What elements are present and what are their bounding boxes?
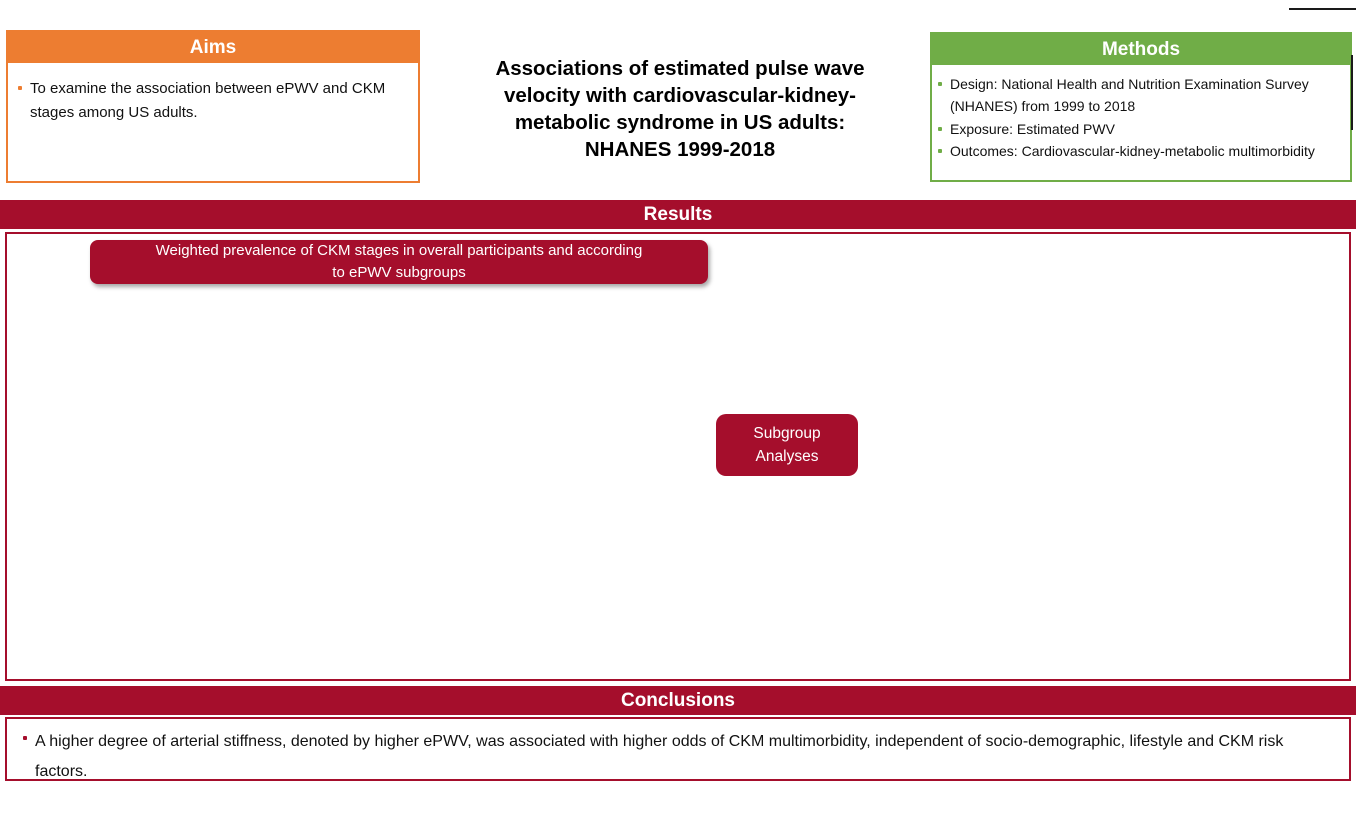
title-line: velocity with cardiovascular-kidney- <box>503 84 857 107</box>
conclusions-box <box>5 717 1351 781</box>
forest-panel-sex <box>903 236 1315 354</box>
bullet-icon <box>23 736 27 740</box>
ckm-prevalence-stacked-bar-chart <box>95 288 565 670</box>
methods-header: Methods <box>932 34 1350 65</box>
bullet-icon <box>938 149 942 153</box>
methods-item: Exposure: Estimated PWV <box>950 120 1115 137</box>
page-edge-artifact <box>1351 55 1353 130</box>
subgroup-analyses-button[interactable]: Subgroup Analyses <box>716 414 858 476</box>
methods-item: Outcomes: Cardiovascular-kidney-metabolic multimorbidity <box>950 143 1315 160</box>
title-line: Associations of estimated pulse wave <box>495 57 865 80</box>
title-line: metabolic syndrome in US adults: <box>514 111 846 134</box>
aims-section <box>6 30 420 183</box>
forest-panel-ses <box>903 564 1315 682</box>
aims-body <box>8 63 418 131</box>
methods-item: Design: National Health and Nutrition Examination Survey (NHANES) from 1999 to 2018 <box>950 76 1309 115</box>
aims-text: To examine the association between ePWV and CKM stages among US adults. <box>30 80 386 121</box>
title-line: NHANES 1999-2018 <box>584 138 776 161</box>
page-edge-artifact <box>1289 8 1356 10</box>
results-banner: Results <box>0 200 1356 229</box>
forest-plots <box>903 236 1323 681</box>
bar-chart-title: Weighted prevalence of CKM stages in overall participants and according to ePWV subgroups <box>90 240 708 284</box>
conclusions-banner: Conclusions <box>0 686 1356 715</box>
forest-panel-race <box>903 454 1315 572</box>
bullet-icon <box>18 86 22 90</box>
bullet-icon <box>938 82 942 86</box>
forest-panel-age <box>903 345 1315 463</box>
aims-header: Aims <box>8 32 418 63</box>
methods-body <box>932 65 1350 167</box>
conclusions-text: A higher degree of arterial stiffness, denoted by higher ePWV, was associated with higher odds of CKM multimorbidity, independent of socio-demographic, lifestyle and CKM risk factors. <box>35 733 1284 780</box>
bullet-icon <box>938 127 942 131</box>
methods-section <box>930 32 1352 182</box>
poster-title <box>430 55 930 163</box>
